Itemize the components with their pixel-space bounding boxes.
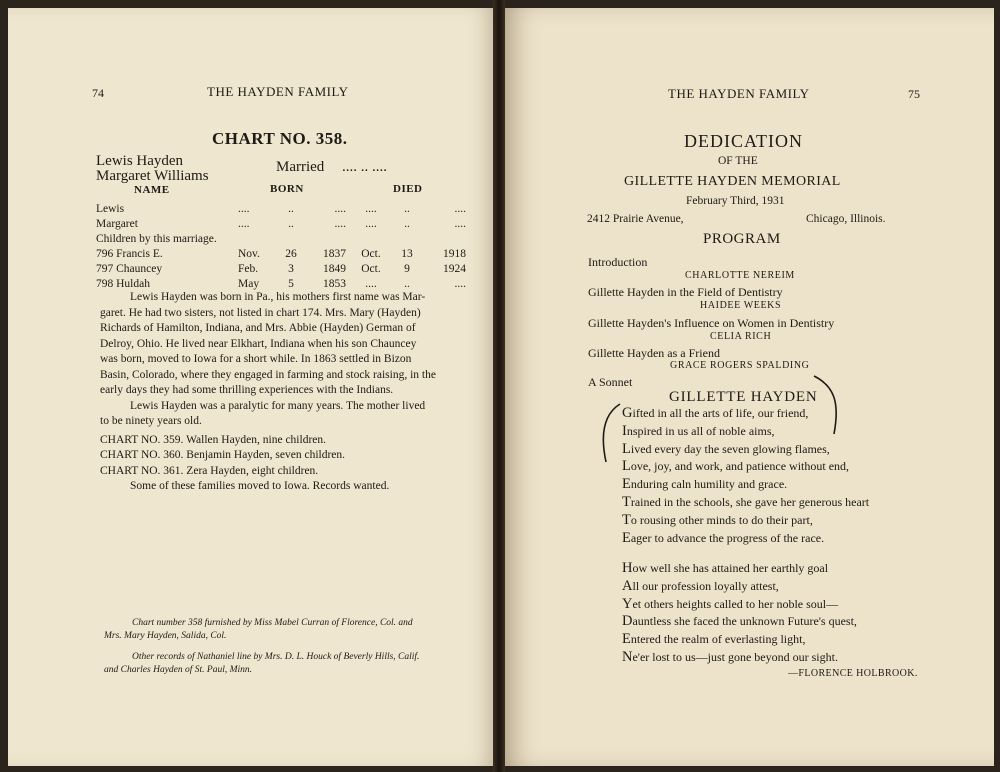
event-date: February Third, 1931 [686, 195, 785, 207]
poem-line-text: ager to advance the progress of the race. [630, 530, 825, 545]
genealogy-cell-dy: .... [454, 203, 466, 215]
bio-line: Richards of Hamilton, Indiana, and Mrs. Abbie (Hayden) German of [100, 322, 416, 334]
program-speaker: CHARLOTTE NEREIM [685, 270, 795, 281]
poem-line-initial: A [622, 577, 633, 594]
husband-name: Lewis Hayden [96, 153, 184, 169]
program-item: Gillette Hayden in the Field of Dentistry [588, 285, 783, 299]
genealogy-cell-dm: Oct. [361, 263, 381, 275]
left-running-head: THE HAYDEN FAMILY [207, 84, 349, 99]
poem-line [622, 530, 869, 548]
genealogy-cell-bd: 5 [288, 278, 294, 290]
poem-line-text: rained in the schools, she gave her generous heart [630, 494, 870, 509]
program-speaker: GRACE ROGERS SPALDING [670, 360, 810, 371]
memorial-title: GILLETTE HAYDEN MEMORIAL [624, 174, 841, 189]
genealogy-cell-dm: .... [365, 218, 377, 230]
poem-line [622, 441, 869, 459]
genealogy-cell-bm [238, 230, 276, 245]
married-label: Married [276, 159, 325, 175]
poem-line-initial: L [622, 440, 631, 457]
poem-line-text: ived every day the seven glowing flames, [630, 441, 830, 456]
poem-line-initial: E [622, 529, 631, 546]
poem-line [622, 423, 869, 441]
genealogy-row [96, 275, 466, 290]
book-spine [493, 0, 505, 772]
poem-line [622, 631, 857, 649]
genealogy-cell-bd: 26 [285, 248, 297, 260]
genealogy-cell-name: 797 Chauncey [96, 263, 163, 275]
poem-line-initial: E [622, 631, 631, 648]
genealogy-cell-dy: 1924 [443, 263, 466, 275]
program-item: Gillette Hayden's Influence on Women in Dentistry [588, 316, 835, 330]
genealogy-cell-name: 798 Huldah [96, 278, 150, 290]
sonnet-label: A Sonnet [588, 375, 633, 389]
poem-line [622, 512, 869, 530]
poem-line [622, 494, 869, 512]
program-item: Introduction [588, 255, 648, 269]
poem-line [622, 405, 869, 423]
poem-line-initial: T [622, 493, 631, 510]
genealogy-cell-name: 796 Francis E. [96, 248, 163, 260]
column-born: BORN [270, 183, 304, 195]
genealogy-cell-dm: Oct. [361, 248, 381, 260]
of-the: OF THE [718, 155, 758, 167]
poem-line-initial: Y [622, 595, 633, 612]
genealogy-cell-name: Children by this marriage. [96, 233, 217, 245]
genealogy-cell-dd: 13 [401, 248, 413, 260]
genealogy-cell-bm: Feb. [238, 263, 259, 275]
event-address: 2412 Prairie Avenue, [587, 213, 684, 225]
genealogy-row [96, 245, 466, 260]
genealogy-row [96, 260, 466, 275]
poem-attribution: —FLORENCE HOLBROOK. [788, 668, 918, 679]
poem-line-initial: D [622, 613, 633, 630]
footnote-line: Other records of Nathaniel line by Mrs. D. L. Houck of Beverly Hills, Calif. [132, 652, 420, 662]
genealogy-cell-dd: .. [404, 278, 410, 290]
bio-line: was born, moved to Iowa for a short while. In 1863 settled in Bizon [100, 353, 412, 365]
genealogy-cell-name: Lewis [96, 203, 125, 215]
right-page-number: 75 [908, 87, 920, 101]
poem-line-text: ow well she has attained her earthly goal [632, 561, 829, 575]
poem-line-initial: L [622, 458, 631, 475]
genealogy-cell-by: 1853 [323, 278, 346, 290]
footnote-other-records [104, 651, 464, 677]
genealogy-cell-bd: 3 [288, 263, 294, 275]
poem-line-text: auntless she faced the unknown Future's quest, [632, 614, 857, 629]
column-name: NAME [134, 184, 170, 196]
genealogy-cell-dy: .... [454, 218, 466, 230]
genealogy-cell-bd: .. [288, 203, 294, 215]
footnote-line: and Charles Hayden of St. Paul, Minn. [104, 665, 253, 675]
genealogy-cell-bd: .. [288, 218, 294, 230]
genealogy-cell-bm: May [238, 278, 260, 290]
poem-line [622, 596, 857, 614]
poem-line-text: ntered the realm of everlasting light, [630, 632, 806, 647]
genealogy-cell-by: 1849 [323, 263, 346, 275]
poem-line-initial: I [622, 422, 627, 439]
genealogy-cell-by: 1837 [323, 248, 346, 260]
poem-line-text: nduring caln humility and grace. [630, 477, 788, 492]
genealogy-cell-dy: 1918 [443, 248, 466, 260]
paragraph-lewis-bio [100, 290, 460, 495]
genealogy-cell-bm: .... [238, 218, 250, 230]
poem-line [622, 649, 857, 667]
poem-line-text: e'er lost to us—just gone beyond our sight. [632, 649, 838, 664]
poem-stanza-1 [622, 405, 869, 547]
genealogy-cell-by [306, 230, 350, 245]
bio-line: Basin, Colorado, where they engaged in farming and stock raising, in the [100, 368, 436, 381]
chart-reference-line: CHART NO. 359. Wallen Hayden, nine children. [100, 433, 327, 446]
event-city: Chicago, Illinois. [806, 213, 886, 225]
genealogy-cell-dy: .... [454, 278, 466, 290]
footnote-line: Chart number 358 furnished by Miss Mabel Curran of Florence, Col. and [132, 618, 413, 628]
poem-line-text: ll our profession loyally attest, [632, 578, 779, 593]
genealogy-cell-bd [276, 230, 306, 245]
chart-reference-line: CHART NO. 361. Zera Hayden, eight children. [100, 464, 319, 477]
bio-line: Lewis Hayden was born in Pa., his mothers first name was Mar- [130, 291, 426, 303]
footnote-chart-source [104, 617, 464, 643]
genealogy-cell-dd: .. [404, 203, 410, 215]
poem-line-initial: N [622, 648, 633, 665]
program-item: Gillette Hayden as a Friend [588, 346, 720, 360]
left-page-number: 74 [92, 86, 104, 100]
genealogy-cell-dd [392, 230, 422, 245]
chart-title: CHART NO. 358. [212, 129, 348, 148]
genealogy-cell-dy [422, 230, 466, 245]
poem-line-initial: T [622, 511, 631, 528]
genealogy-cell-bm: .... [238, 203, 250, 215]
genealogy-cell-name: Margaret [96, 218, 138, 230]
footnote-line: Mrs. Mary Hayden, Salida, Col. [104, 631, 227, 641]
poem-line-text: ifted in all the arts of life, our friend, [632, 406, 809, 420]
genealogy-table [96, 200, 466, 290]
bio-line: Lewis Hayden was a paralytic for many years. The mother lived [130, 399, 426, 412]
poem-line [622, 560, 857, 578]
genealogy-cell-by: .... [334, 203, 346, 215]
poem-title: GILLETTE HAYDEN [669, 389, 818, 405]
genealogy-cell-dm: .... [365, 203, 377, 215]
dedication-title: DEDICATION [684, 131, 803, 151]
bio-line: to be ninety years old. [100, 415, 202, 427]
right-running-head: THE HAYDEN FAMILY [668, 86, 810, 101]
poem-line [622, 458, 869, 476]
poem-line-initial: G [622, 405, 633, 421]
wife-name: Margaret Williams [96, 168, 209, 184]
column-died: DIED [393, 183, 423, 195]
poem-line [622, 613, 857, 631]
bio-line: Delroy, Ohio. He lived near Elkhart, Indiana when his son Chauncey [100, 337, 417, 350]
genealogy-cell-dm [350, 230, 392, 245]
genealogy-row [96, 200, 466, 215]
poem-line [622, 578, 857, 596]
program-speaker: HAIDEE WEEKS [700, 300, 782, 311]
bio-line: garet. He had two sisters, not listed in chart 174. Mrs. Mary (Hayden) [100, 306, 421, 319]
bio-line: early days they had some thrilling experiences with the Indians. [100, 384, 394, 396]
genealogy-cell-dd: 9 [404, 263, 410, 275]
genealogy-cell-dm: .... [365, 278, 377, 290]
genealogy-cell-by: .... [334, 218, 346, 230]
poem-line-text: et others heights called to her noble soul— [632, 596, 839, 611]
poem-line-text: o rousing other minds to do their part, [630, 512, 813, 527]
poem-stanza-2 [622, 560, 857, 667]
poem-line [622, 476, 869, 494]
poem-line-initial: H [622, 560, 633, 576]
chart-reference-line: CHART NO. 360. Benjamin Hayden, seven children. [100, 449, 346, 461]
poem-line-initial: E [622, 476, 631, 493]
genealogy-cell-dd: .. [404, 218, 410, 230]
poem-line-text: ove, joy, and work, and patience without end, [630, 459, 850, 474]
genealogy-row [96, 215, 466, 230]
program-speaker: CELIA RICH [710, 331, 772, 342]
married-value: .... .. .... [342, 159, 387, 175]
genealogy-cell-bm: Nov. [238, 248, 260, 260]
genealogy-row [96, 230, 466, 245]
program-heading: PROGRAM [703, 231, 781, 247]
poem-line-text: nspired in us all of noble aims, [626, 423, 775, 438]
closing-line: Some of these families moved to Iowa. Records wanted. [130, 480, 390, 492]
